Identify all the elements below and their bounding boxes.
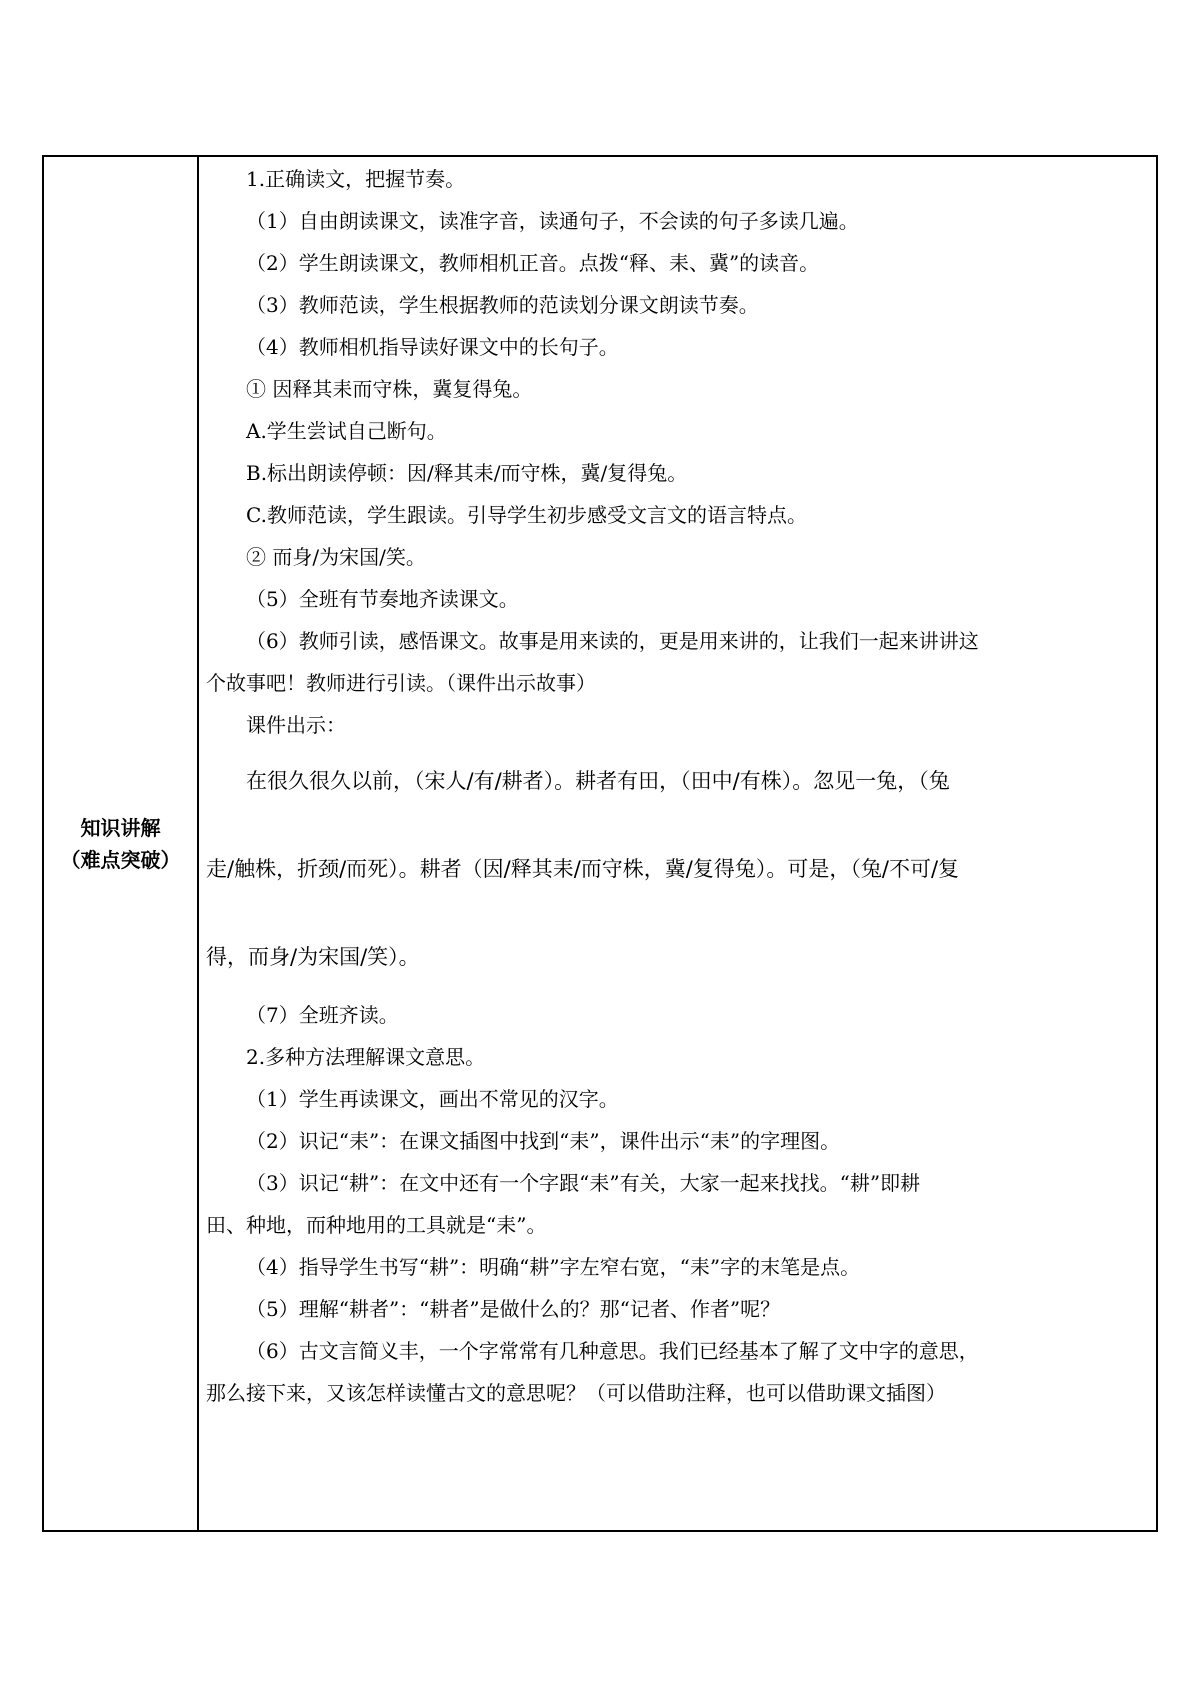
content-line: （2）识记“耒”：在课文插图中找到“耒”，课件出示“耒”的字理图。 (246, 1129, 841, 1153)
step-heading: 1.正确读文，把握节奏。 (246, 167, 466, 191)
content-line: B.标出朗读停顿：因/释其耒/而守株，冀/复得兔。 (246, 461, 688, 485)
content-line: 课件出示： (246, 713, 346, 737)
step-heading: 2.多种方法理解课文意思。 (246, 1045, 486, 1069)
content-line: ② 而身/为宋国/笑。 (246, 545, 426, 569)
content-line: C.教师范读，学生跟读。引导学生初步感受文言文的语言特点。 (246, 503, 807, 527)
content-line: ① 因释其耒而守株，冀复得兔。 (246, 377, 533, 401)
content-line: （3）识记“耕”：在文中还有一个字跟“耒”有关，大家一起来找找。“耕”即耕 (246, 1171, 921, 1195)
content-line: A.学生尝试自己断句。 (246, 419, 447, 443)
content-line: （5）全班有节奏地齐读课文。 (246, 587, 519, 611)
section-label: 知识讲解 (80, 815, 161, 840)
content-line: （2）学生朗读课文，教师相机正音。点拨“释、耒、冀”的读音。 (246, 251, 820, 275)
content-line: （1）自由朗读课文，读准字音，读通句子，不会读的句子多读几遍。 (246, 209, 859, 233)
content-cell (206, 157, 1148, 1530)
content-line: （6）教师引读，感悟课文。故事是用来读的，更是用来讲的，让我们一起来讲讲这 (246, 629, 979, 653)
content-line: （3）教师范读，学生根据教师的范读划分课文朗读节奏。 (246, 293, 759, 317)
content-line: （6）古文言简义丰，一个字常常有几种意思。我们已经基本了解了文中字的意思， (246, 1339, 979, 1363)
story-line: 在很久很久以前，（宋人/有/耕者）。耕者有田，（田中/有株）。忽见一兔，（兔 (246, 769, 950, 793)
lesson-table (42, 155, 1158, 1532)
story-line: 得，而身/为宋国/笑）。 (206, 945, 420, 969)
content-line: （1）学生再读课文，画出不常见的汉字。 (246, 1087, 619, 1111)
column-divider (197, 157, 199, 1530)
section-label-cell (44, 157, 197, 1530)
content-line: （5）理解“耕者”：“耕者”是做什么的？那“记者、作者”呢？ (246, 1297, 781, 1321)
content-line: 田、种地，而种地用的工具就是“耒”。 (206, 1213, 547, 1237)
content-line: 个故事吧！教师进行引读。（课件出示故事） (206, 671, 596, 695)
content-line: （4）指导学生书写“耕”：明确“耕”字左窄右宽，“耒”字的末笔是点。 (246, 1255, 861, 1279)
story-line: 走/触株，折颈/而死）。耕者（因/释其耒/而守株，冀/复得兔）。可是，（兔/不可/复 (206, 857, 960, 881)
section-sublabel: （难点突破） (60, 847, 181, 872)
content-line: 那么接下来，又该怎样读懂古文的意思呢？（可以借助注释，也可以借助课文插图） (206, 1381, 946, 1405)
content-line: （7）全班齐读。 (246, 1003, 399, 1027)
content-line: （4）教师相机指导读好课文中的长句子。 (246, 335, 619, 359)
